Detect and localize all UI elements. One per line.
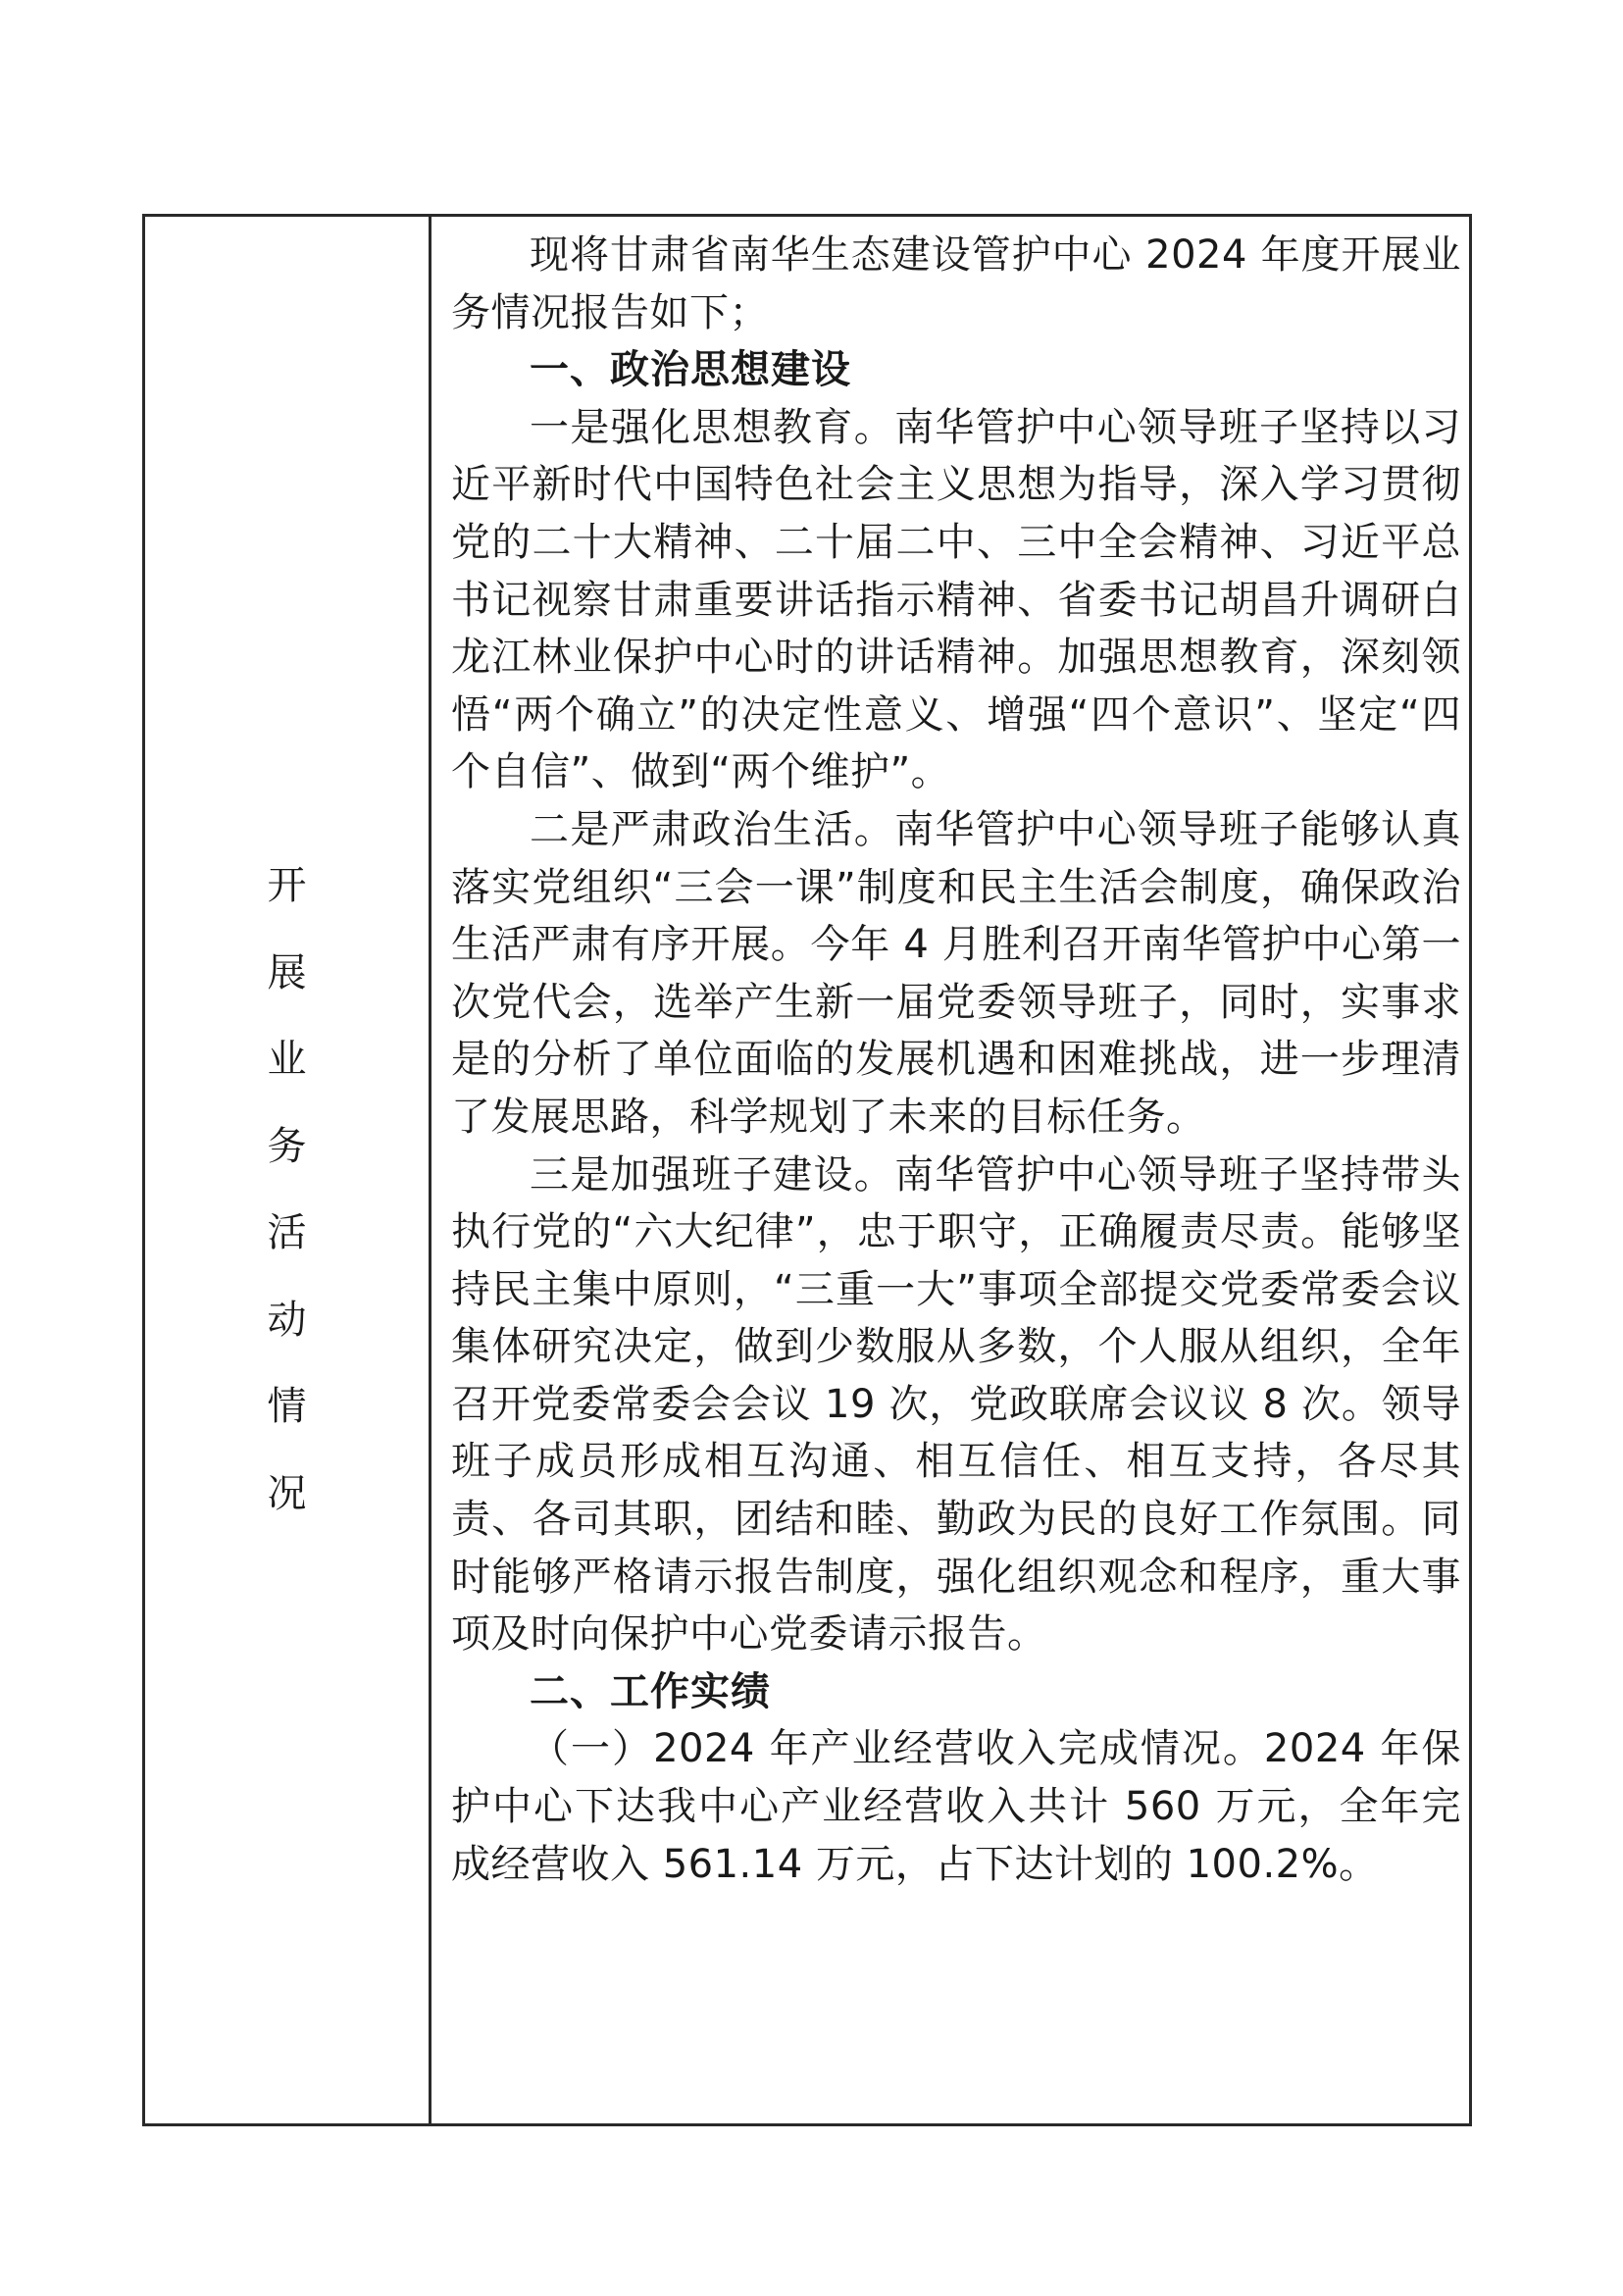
paragraph-team-building: 三是加强班子建设。南华管护中心领导班子坚持带头执行党的“六大纪律”，忠于职守，正确履责尽责。能够坚持民主集中原则，“三重一大”事项全部提交党委常委会议集体研究决定，做到少数服从多数，个人服从组织，全年召开党委常委会会议 19 次，党政联席会议议 8 次。领导班子成员形成相互沟通、相互信任、相互支持，各尽其责、各司其职，团结和睦、勤政为民的良好工作氛围。同时能够严格请示报告制度，强化组织观念和程序，重大事项及时向保护中心党委请示报告。 xyxy=(451,1151,1461,1658)
row-label-char: 况 xyxy=(267,1470,307,1516)
paragraph-education: 一是强化思想教育。南华管护中心领导班子坚持以习近平新时代中国特色社会主义思想为指导，深入学习贯彻党的二十大精神、二十届二中、三中全会精神、习近平总书记视察甘肃重要讲话指示精神、省委书记胡昌升调研白龙江林业保护中心时的讲话精神。加强思想教育，深刻领悟“两个确立”的决定性意义、增强“四个意识”、坚定“四个自信”、做到“两个维护”。 xyxy=(451,404,1461,795)
section-heading-political: 一、政治思想建设 xyxy=(530,347,851,393)
paragraph-revenue: （一）2024 年产业经营收入完成情况。2024 年保护中心下达我中心产业经营收入共计 560 万元，全年完成经营收入 561.14 万元，占下达计划的 100.2%。 xyxy=(451,1726,1461,1887)
row-label xyxy=(145,842,429,1537)
paragraph-political-life: 二是严肃政治生活。南华管护中心领导班子能够认真落实党组织“三会一课”制度和民主生活会制度，确保政治生活严肃有序开展。今年 4 月胜利召开南华管护中心第一次党代会，选举产生新一届党委领导班子，同时，实事求是的分析了单位面临的发展机遇和困难挑战，进一步理清了发展思路，科学规划了未来的目标任务。 xyxy=(451,806,1461,1140)
report-table xyxy=(142,214,1472,2126)
row-label-char: 情 xyxy=(267,1384,307,1429)
row-label-char: 开 xyxy=(267,863,307,908)
row-label-cell xyxy=(145,217,431,2123)
row-label-char: 业 xyxy=(267,1037,307,1082)
row-label-char: 务 xyxy=(267,1123,307,1169)
row-label-char: 活 xyxy=(267,1210,307,1255)
section-heading-achievements: 二、工作实绩 xyxy=(530,1668,771,1714)
row-label-char: 展 xyxy=(267,949,307,995)
intro-paragraph: 现将甘肃省南华生态建设管护中心 2024 年度开展业务情况报告如下； xyxy=(451,232,1461,335)
content-cell xyxy=(431,217,1469,2123)
row-label-char: 动 xyxy=(267,1297,307,1343)
